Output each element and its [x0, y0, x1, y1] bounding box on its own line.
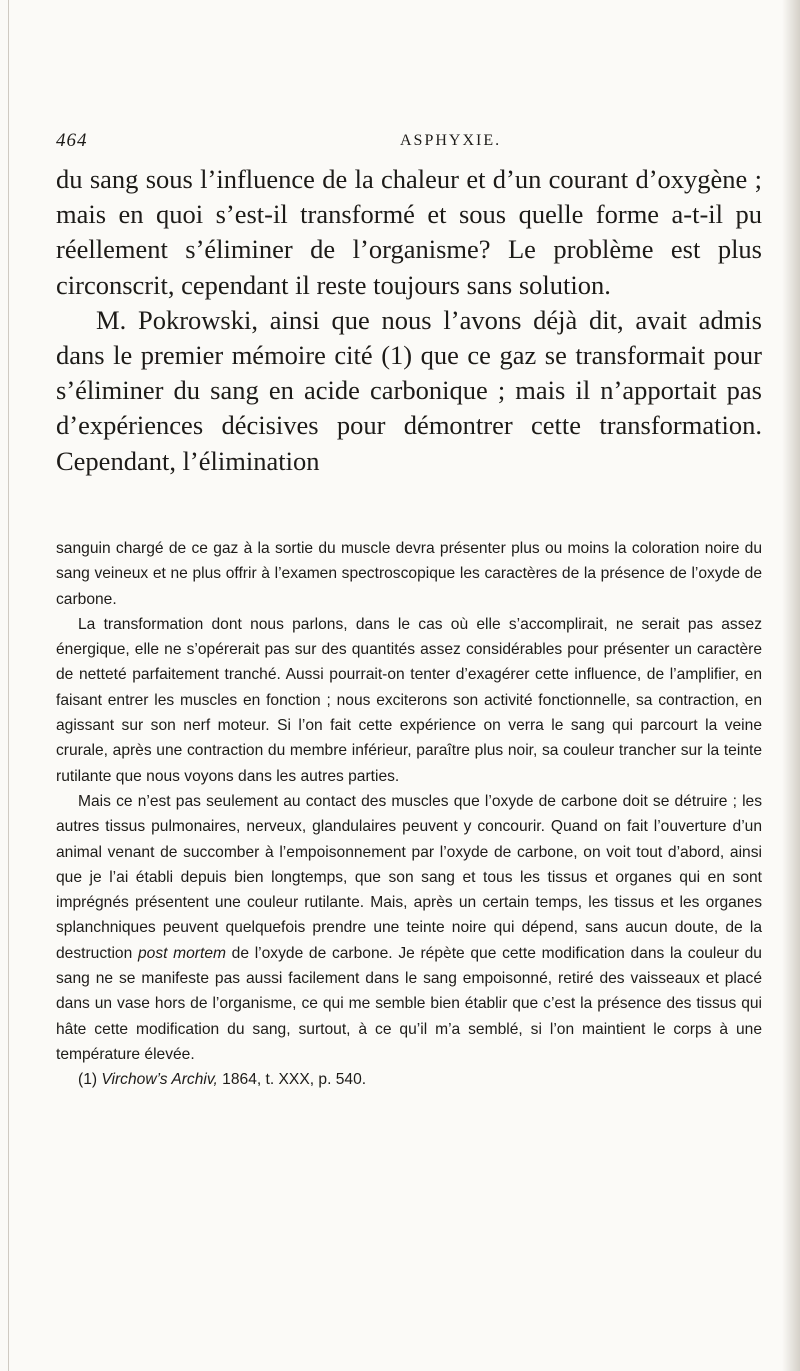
page-number: 464: [56, 130, 88, 151]
italic-phrase: post mortem: [137, 944, 226, 962]
small-paragraph-2: La transformation dont nous parlons, dans le cas où elle s’accomplirait, ne serait pas assez énergique, elle ne s’opérerait pas sur des quantités assez considérables pour présenter un caractère de netteté parfaitement tranché. Aussi pourrait-on tenter d’exagérer cette influence, de l’amplifier, en faisant entrer les muscles en fonction ; nous exciterons son activité fonctionnelle, sa contraction, en agissant sur son nerf moteur. Si l’on fait cette expérience on verra le sang qui parcourt la veine crurale, après une contraction du membre inférieur, paraître plus noir, sa couleur trancher sur la teinte rutilante que nous voyons dans les autres parties.: [56, 615, 762, 785]
footnote: [56, 1067, 762, 1092]
continued-text: [56, 536, 762, 1093]
paragraph-2: M. Pokrowski, ainsi que nous l’avons déjà dit, avait admis dans le premier mémoire cité (1) que ce gaz se transformait pour s’éliminer du sang en acide carbonique ; mais il n’apportait pas d’expériences décisives pour démontrer cette transformation. Cependant, l’élimination: [56, 304, 762, 476]
paragraph-1: du sang sous l’influence de la chaleur et d’un courant d’oxygène ; mais en quoi s’est-il transformé et sous quelle forme a-t-il pu réellement s’éliminer de l’organisme? Le problème est plus circonscrit, cependant il reste toujours sans solution.: [56, 164, 762, 300]
footnote-source: Virchow’s Archiv,: [101, 1071, 218, 1089]
footnote-marker: (1): [78, 1071, 98, 1089]
small-paragraph-3-end: de l’oxyde de carbone. Je répète que cette modification dans la couleur du sang ne se manifeste pas aussi facilement dans le sang empoisonné, retiré des vaisseaux et placé dans un vase hors de l’organisme, ce qui me semble bien établir que c’est la présence des tissus qui hâte cette modification du sang, surtout, à ce qu’il m’a semblé, si l’on maintient le corps à une température élevée.: [56, 944, 762, 1063]
page-gutter-shadow: [782, 0, 800, 1371]
footnote-reference: 1864, t. XXX, p. 540.: [222, 1071, 367, 1089]
main-text: [56, 162, 762, 479]
small-paragraph-3: [56, 789, 762, 1067]
page-edge-line: [8, 0, 9, 1371]
small-paragraph-1: sanguin chargé de ce gaz à la sortie du muscle devra présenter plus ou moins la coloration noire du sang veineux et ne plus offrir à l’examen spectroscopique les caractères de la présence de l’oxyde de carbone.: [56, 540, 762, 608]
page-header: [40, 130, 760, 156]
running-head: ASPHYXIE.: [400, 132, 502, 149]
small-paragraph-3-start: Mais ce n’est pas seulement au contact des muscles que l’oxyde de carbone doit se détruire ; les autres tissus pulmonaires, nerveux, glandulaires peuvent y concourir. Quand on fait l’ouverture d’un animal venant de succomber à l’empoisonnement par l’oxyde de carbone, on voit tout d’abord, ainsi que je l’ai établi depuis bien longtemps, que son sang et tous les tissus et organes qui en sont imprégnés présentent une couleur rutilante. Mais, après un certain temps, les tissus et les organes splanchniques peuvent quelquefois prendre une teinte noire qui dépend, sans aucun doute, de la destruction: [56, 792, 762, 962]
